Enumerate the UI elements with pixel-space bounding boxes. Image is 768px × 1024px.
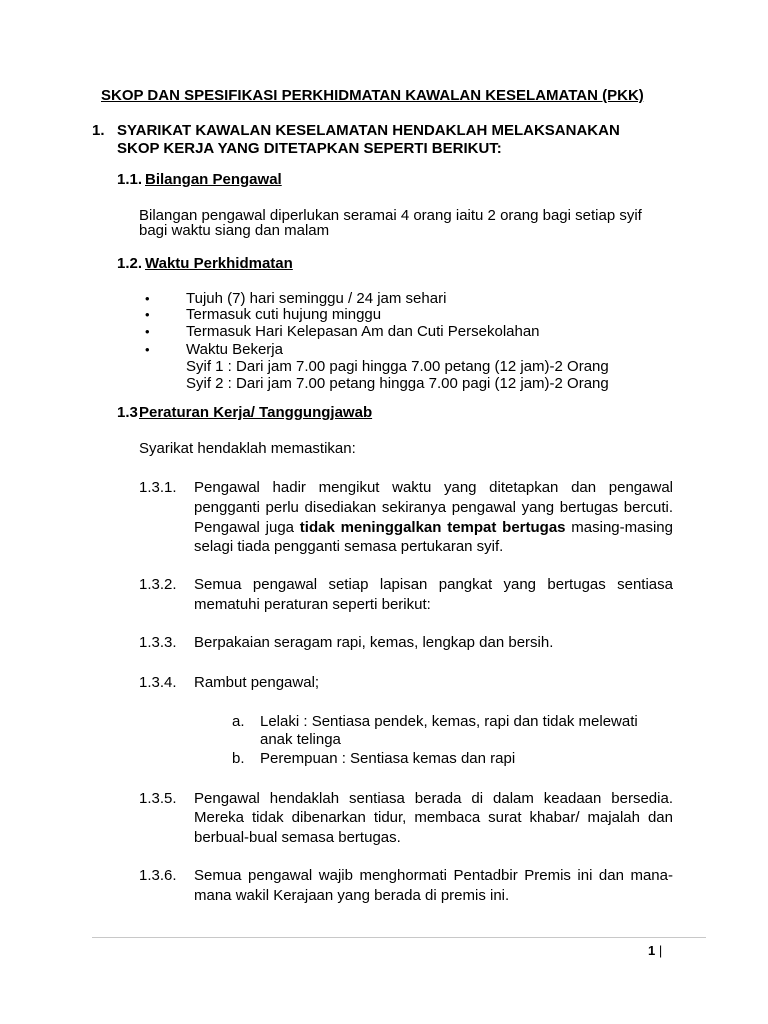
item-1-3-5-line-1: Pengawal hendaklah sentiasa berada di dalam keadaan bersedia. xyxy=(194,790,673,807)
item-1-3-2-number: 1.3.2. xyxy=(139,576,177,593)
item-1-3-2-line-2: mematuhi peraturan seperti berikut: xyxy=(194,596,431,613)
item-1-3-6-number: 1.3.6. xyxy=(139,867,177,884)
shift-1-text: Syif 1 : Dari jam 7.00 pagi hingga 7.00 petang (12 jam)-2 Orang xyxy=(186,358,609,375)
subitem-b-label: b. xyxy=(232,750,245,767)
item-1-3-1-line-2: pengganti perlu disediakan sekiranya pengawal yang bertugas bercuti. xyxy=(194,499,673,516)
bullet-icon: • xyxy=(145,291,150,306)
section-1-1-line-2: bagi waktu siang dan malam xyxy=(139,222,330,239)
subitem-a-label: a. xyxy=(232,713,245,730)
section-1-3-intro: Syarikat hendaklah memastikan: xyxy=(139,440,356,457)
bullet-icon: • xyxy=(145,324,150,339)
section-1-3-heading: Peraturan Kerja/ Tanggungjawab xyxy=(139,404,373,421)
page-number-separator: | xyxy=(658,943,663,958)
shift-2-text: Syif 2 : Dari jam 7.00 petang hingga 7.00 pagi (12 jam)-2 Orang xyxy=(186,375,609,392)
item-1-3-1-line-1: Pengawal hadir mengikut waktu yang ditetapkan dan pengawal xyxy=(194,479,673,496)
bullet-item: Tujuh (7) hari seminggu / 24 jam sehari xyxy=(186,290,447,307)
bullet-icon: • xyxy=(145,307,150,322)
item-1-3-2-line-1: Semua pengawal setiap lapisan pangkat yang bertugas sentiasa xyxy=(194,576,673,593)
item-1-3-4-number: 1.3.4. xyxy=(139,674,177,691)
item-1-3-1-line-4: selagi tiada pengganti semasa pertukaran syif. xyxy=(194,538,504,555)
item-1-3-6-line-2: mana wakil Kerajaan yang berada di premis ini. xyxy=(194,887,510,904)
item-1-3-1-bold-phrase: tidak meninggalkan tempat bertugas xyxy=(299,519,566,536)
bullet-icon: • xyxy=(145,342,150,357)
item-1-3-5-line-2: Mereka tidak dibenarkan tidur, membaca surat khabar/ majalah dan xyxy=(194,809,673,826)
item-1-3-1-line-3 xyxy=(194,519,673,537)
page-number-value: 1 xyxy=(648,943,656,958)
section-1-number: 1. xyxy=(92,122,105,139)
footer-divider xyxy=(92,937,706,938)
section-1-1-line-1: Bilangan pengawal diperlukan seramai 4 orang iaitu 2 orang bagi setiap syif xyxy=(139,207,642,224)
section-1-2-number: 1.2. xyxy=(117,255,143,272)
page-number xyxy=(648,942,662,960)
bullet-item: Waktu Bekerja xyxy=(186,341,283,358)
section-1-2-heading: Waktu Perkhidmatan xyxy=(145,255,293,272)
section-1-1-heading: Bilangan Pengawal xyxy=(145,171,282,188)
section-1-line-2: SKOP KERJA YANG DITETAPKAN SEPERTI BERIKUT: xyxy=(117,140,502,157)
document-title: SKOP DAN SPESIFIKASI PERKHIDMATAN KAWALAN KESELAMATAN (PKK) xyxy=(101,87,644,104)
item-1-3-3-line-1: Berpakaian seragam rapi, kemas, lengkap dan bersih. xyxy=(194,634,554,651)
section-1-line-1: SYARIKAT KAWALAN KESELAMATAN HENDAKLAH MELAKSANAKAN xyxy=(117,122,620,139)
section-1-1-number: 1.1. xyxy=(117,171,143,188)
subitem-a-line-1: Lelaki : Sentiasa pendek, kemas, rapi dan tidak melewati xyxy=(260,713,638,730)
bullet-item: Termasuk Hari Kelepasan Am dan Cuti Persekolahan xyxy=(186,323,540,340)
item-1-3-4-line-1: Rambut pengawal; xyxy=(194,674,320,691)
item-1-3-1-line-3-post: masing-masing xyxy=(565,519,673,536)
item-1-3-5-number: 1.3.5. xyxy=(139,790,177,807)
item-1-3-1-line-3-pre: Pengawal juga xyxy=(194,519,300,536)
bullet-item: Termasuk cuti hujung minggu xyxy=(186,306,382,323)
item-1-3-6-line-1: Semua pengawal wajib menghormati Pentadbir Premis ini dan mana- xyxy=(194,867,673,884)
subitem-a-line-2: anak telinga xyxy=(260,731,341,748)
item-1-3-1-number: 1.3.1. xyxy=(139,479,177,496)
item-1-3-3-number: 1.3.3. xyxy=(139,634,177,651)
section-1-3-number: 1.3 xyxy=(117,404,138,421)
subitem-b-line-1: Perempuan : Sentiasa kemas dan rapi xyxy=(260,750,516,767)
item-1-3-5-line-3: berbual-bual semasa bertugas. xyxy=(194,829,401,846)
